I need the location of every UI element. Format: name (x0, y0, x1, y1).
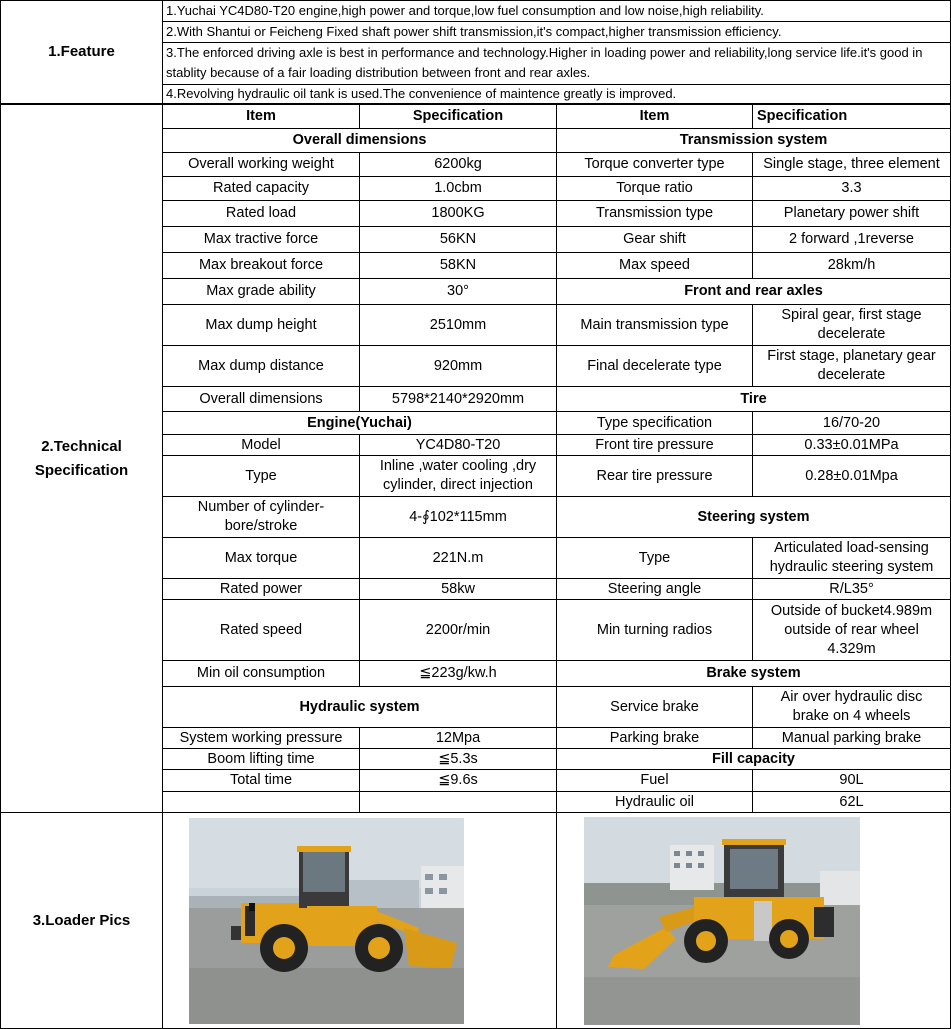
spec-value: 62L (752, 791, 951, 813)
spec-label: Rated speed (162, 599, 360, 661)
header-item-left: Item (162, 104, 360, 129)
spec-label: Max dump height (162, 304, 360, 346)
spec-value: Outside of bucket4.989m outside of rear wheel 4.329m (752, 599, 951, 661)
spec-value: 1.0cbm (359, 176, 557, 201)
spec-value: Manual parking brake (752, 727, 951, 749)
spec-value: 56KN (359, 226, 557, 253)
feature-3: 3.The enforced driving axle is best in performance and technology.Higher in loading power and reliability,long service life.it's good in stablity because of a fair loading distribution between front and rear axles. (162, 42, 951, 85)
spec-label: Overall dimensions (162, 386, 360, 412)
header-spec-right: Specification (752, 104, 951, 129)
spec-label: Main transmission type (556, 304, 753, 346)
spec-value: Planetary power shift (752, 200, 951, 227)
spec-label: Fuel (556, 769, 753, 792)
spec-value: 58kw (359, 578, 557, 600)
spec-value: R/L35° (752, 578, 951, 600)
header-item-right: Item (556, 104, 753, 129)
spec-value: 90L (752, 769, 951, 792)
group-steering: Steering system (556, 496, 951, 538)
spec-value: 221N.m (359, 537, 557, 579)
feature-2: 2.With Shantui or Feicheng Fixed shaft power shift transmission,it's compact,higher transmission efficiency. (162, 21, 951, 43)
spec-value: 12Mpa (359, 727, 557, 749)
group-overall-dimensions: Overall dimensions (162, 128, 557, 153)
empty-cell (162, 791, 360, 813)
header-spec-left: Specification (359, 104, 557, 129)
spec-label: Type specification (556, 411, 753, 435)
spec-value: 0.33±0.01MPa (752, 434, 951, 456)
spec-label: Overall working weight (162, 152, 360, 177)
spec-value: 5798*2140*2920mm (359, 386, 557, 412)
spec-value: 2510mm (359, 304, 557, 346)
spec-label: Torque converter type (556, 152, 753, 177)
spec-value: 2200r/min (359, 599, 557, 661)
section-pics-label: 3.Loader Pics (0, 812, 163, 1029)
spec-label: Max speed (556, 252, 753, 279)
spec-label: Max grade ability (162, 278, 360, 305)
group-hydraulic: Hydraulic system (162, 686, 557, 728)
spec-label: Front tire pressure (556, 434, 753, 456)
spec-label: Type (556, 537, 753, 579)
group-transmission: Transmission system (556, 128, 951, 153)
loader-photo-front (584, 817, 860, 1025)
spec-label: Number of cylinder-bore/stroke (162, 496, 360, 538)
spec-value: ≦223g/kw.h (359, 660, 557, 687)
spec-label: Service brake (556, 686, 753, 728)
spec-label: Min turning radios (556, 599, 753, 661)
spec-value: 6200kg (359, 152, 557, 177)
spec-label: System working pressure (162, 727, 360, 749)
spec-value: 0.28±0.01Mpa (752, 455, 951, 497)
spec-label: Gear shift (556, 226, 753, 253)
spec-label: Rated power (162, 578, 360, 600)
spec-value: Articulated load-sensing hydraulic steering system (752, 537, 951, 579)
spec-label: Rear tire pressure (556, 455, 753, 497)
section-tech-label: 2.Technical Specification (0, 104, 163, 813)
feature-4: 4.Revolving hydraulic oil tank is used.The convenience of maintence greatly is improved. (162, 84, 951, 104)
spec-label: Parking brake (556, 727, 753, 749)
spec-value: 3.3 (752, 176, 951, 201)
spec-value: First stage, planetary gear decelerate (752, 345, 951, 387)
spec-label: Rated capacity (162, 176, 360, 201)
loader-photo-side (189, 818, 464, 1024)
spec-value: 1800KG (359, 200, 557, 227)
spec-value: 920mm (359, 345, 557, 387)
spec-value: Single stage, three element (752, 152, 951, 177)
group-axles: Front and rear axles (556, 278, 951, 305)
spec-value: 28km/h (752, 252, 951, 279)
group-fill: Fill capacity (556, 748, 951, 770)
spec-label: Model (162, 434, 360, 456)
spec-value: 16/70-20 (752, 411, 951, 435)
section-feature-label: 1.Feature (0, 0, 163, 104)
spec-label: Hydraulic oil (556, 791, 753, 813)
spec-value: Inline ,water cooling ,dry cylinder, direct injection (359, 455, 557, 497)
spec-value: Air over hydraulic disc brake on 4 wheels (752, 686, 951, 728)
spec-value: ≦5.3s (359, 748, 557, 770)
spec-label: Max tractive force (162, 226, 360, 253)
spec-value: ≦9.6s (359, 769, 557, 792)
spec-label: Torque ratio (556, 176, 753, 201)
spec-label: Max dump distance (162, 345, 360, 387)
spec-value: 2 forward ,1reverse (752, 226, 951, 253)
group-engine: Engine(Yuchai) (162, 411, 557, 435)
group-brake: Brake system (556, 660, 951, 687)
spec-label: Final decelerate type (556, 345, 753, 387)
spec-value: 30° (359, 278, 557, 305)
spec-label: Total time (162, 769, 360, 792)
spec-label: Transmission type (556, 200, 753, 227)
spec-value: YC4D80-T20 (359, 434, 557, 456)
spec-value: 4-∮102*115mm (359, 496, 557, 538)
spec-value: 58KN (359, 252, 557, 279)
spec-label: Rated load (162, 200, 360, 227)
feature-1: 1.Yuchai YC4D80-T20 engine,high power and torque,low fuel consumption and low noise,high reliability. (162, 0, 951, 22)
spec-label: Max torque (162, 537, 360, 579)
spec-label: Type (162, 455, 360, 497)
spec-value: Spiral gear, first stage decelerate (752, 304, 951, 346)
spec-label: Steering angle (556, 578, 753, 600)
empty-cell (359, 791, 557, 813)
spec-label: Min oil consumption (162, 660, 360, 687)
spec-label: Boom lifting time (162, 748, 360, 770)
group-tire: Tire (556, 386, 951, 412)
spec-label: Max breakout force (162, 252, 360, 279)
